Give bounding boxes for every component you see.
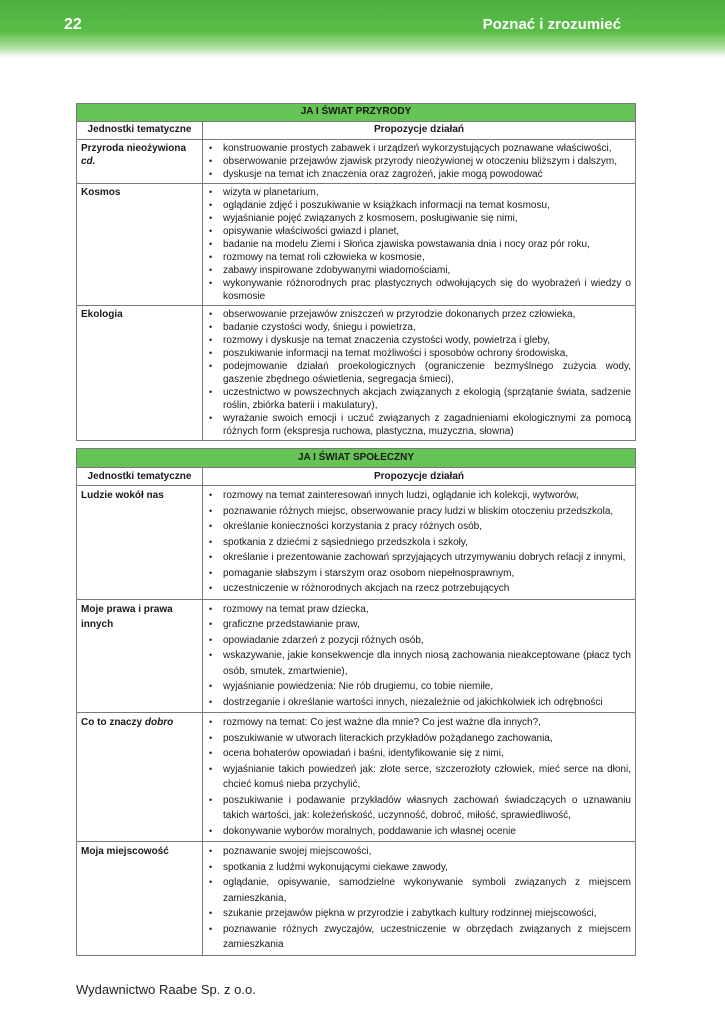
action-item: • rozmowy i dyskusje na temat znaczenia czystości wody, powietrza i gleby,: [207, 334, 631, 347]
action-item: • oglądanie, opisywanie, samodzielne wykonywanie symboli związanych z miejscem zamieszkania,: [207, 875, 631, 906]
thematic-unit-cell: [77, 713, 203, 842]
action-item: • określanie i prezentowanie zachowań sprzyjających utrzymywaniu dobrych relacji z innymi,: [207, 550, 631, 566]
proposed-actions-cell: [203, 599, 636, 713]
action-item: • poznawanie swojej miejscowości,: [207, 844, 631, 860]
action-item: • rozmowy na temat zainteresowań innych ludzi, oglądanie ich kolekcji, wytworów,: [207, 488, 631, 504]
thematic-unit-name: Moje prawa i prawa innych: [81, 603, 173, 630]
action-item: • badanie na modelu Ziemi i Słońca zjawiska powstawania dnia i nocy oraz pór roku,: [207, 238, 631, 251]
actions-list: [207, 602, 631, 711]
action-item: • spotkania z ludźmi wykonującymi ciekawe zawody,: [207, 860, 631, 876]
thematic-unit-suffix: dobro: [144, 717, 174, 728]
table-row: [77, 306, 636, 441]
publisher-footer: Wydawnictwo Raabe Sp. z o.o.: [76, 982, 256, 997]
thematic-unit-cell: [77, 486, 203, 600]
actions-list: [207, 142, 631, 181]
action-item: • poznawanie różnych miejsc, obserwowanie pracy ludzi w bliskim otoczeniu przedszkola,: [207, 504, 631, 520]
thematic-unit-cell: [77, 306, 203, 441]
proposed-actions-cell: [203, 842, 636, 956]
thematic-unit-suffix: cd.: [81, 156, 96, 167]
page-number: 22: [64, 16, 82, 33]
proposed-actions-cell: [203, 713, 636, 842]
action-item: • badanie czystości wody, śniegu i powietrza,: [207, 321, 631, 334]
action-item: • obserwowanie przejawów zniszczeń w przyrodzie dokonanych przez człowieka,: [207, 308, 631, 321]
action-item: • poszukiwanie informacji na temat możliwości i sposobów ochrony środowiska,: [207, 347, 631, 360]
table-row: [77, 842, 636, 956]
table-title: JA I ŚWIAT PRZYRODY: [77, 104, 636, 122]
column-header-units: Jednostki tematyczne: [77, 467, 203, 486]
actions-list: [207, 308, 631, 438]
action-item: • wizyta w planetarium,: [207, 186, 631, 199]
thematic-unit-name: Ekologia: [81, 309, 123, 320]
action-item: • rozmowy na temat: Co jest ważne dla mnie? Co jest ważne dla innych?,: [207, 715, 631, 731]
action-item: • wyjaśnianie takich powiedzeń jak: złote serce, szczerozłoty człowiek, mieć serce na dłoni, chcieć komuś nieba przychylić,: [207, 762, 631, 793]
action-item: • uczestnictwo w powszechnych akcjach związanych z ekologią (sprzątanie świata, sadzenie roślin, zbiórka baterii i makulatury),: [207, 386, 631, 412]
table-row: [77, 486, 636, 600]
action-item: • konstruowanie prostych zabawek i urządzeń wykorzystujących poznawane właściwości,: [207, 142, 631, 155]
proposed-actions-cell: [203, 184, 636, 306]
action-item: • spotkania z dziećmi z sąsiedniego przedszkola i szkoły,: [207, 535, 631, 551]
thematic-unit-cell: [77, 184, 203, 306]
actions-list: [207, 715, 631, 839]
action-item: • rozmowy na temat roli człowieka w kosmosie,: [207, 251, 631, 264]
action-item: • wskazywanie, jakie konsekwencje dla innych niosą zachowania nieakceptowane (płacz tych osób, smutek, zmartwienie),: [207, 648, 631, 679]
action-item: • wyrażanie swoich emocji i uczuć związanych z zagadnieniami ekologicznymi za pomocą różnych form (ekspresja ruchowa, plastyczna, muzyczna, słowna): [207, 412, 631, 438]
column-header-actions: Propozycje działań: [203, 467, 636, 486]
action-item: • oglądanie zdjęć i poszukiwanie w książkach informacji na temat kosmosu,: [207, 199, 631, 212]
thematic-unit-name: Kosmos: [81, 187, 121, 198]
action-item: • wyjaśnianie pojęć związanych z kosmosem, posługiwanie się nimi,: [207, 212, 631, 225]
page-header: [0, 0, 725, 58]
proposed-actions-cell: [203, 306, 636, 441]
thematic-unit-name: Moja miejscowość: [81, 846, 169, 857]
table-social: [76, 448, 636, 956]
action-item: • zabawy inspirowane zdobywanymi wiadomościami,: [207, 264, 631, 277]
table-row: [77, 599, 636, 713]
action-item: • graficzne przedstawianie praw,: [207, 617, 631, 633]
column-header-units: Jednostki tematyczne: [77, 122, 203, 140]
thematic-unit-name: Co to znaczy: [81, 717, 143, 728]
action-item: • szukanie przejawów piękna w przyrodzie i zabytkach kultury rodzinnej miejscowości,: [207, 906, 631, 922]
actions-list: [207, 488, 631, 597]
actions-list: [207, 186, 631, 303]
action-item: • wykonywanie różnorodnych prac plastycznych odwołujących się do wyobrażeń i wiedzy o kosmosie: [207, 277, 631, 303]
action-item: • poznawanie różnych zwyczajów, uczestniczenie w obrzędach związanych z miejscem zamieszkania: [207, 922, 631, 953]
proposed-actions-cell: [203, 140, 636, 184]
action-item: • uczestniczenie w różnorodnych akcjach na rzecz potrzebujących: [207, 581, 631, 597]
action-item: • dyskusje na temat ich znaczenia oraz zagrożeń, jakie mogą powodować: [207, 168, 631, 181]
action-item: • podejmowanie działań proekologicznych (ograniczenie bezmyślnego zużycia wody, gaszenie zbędnego oświetlenia, segregacja śmieci),: [207, 360, 631, 386]
thematic-unit-name: Ludzie wokół nas: [81, 490, 164, 501]
action-item: • wyjaśnianie powiedzenia: Nie rób drugiemu, co tobie niemiłe,: [207, 679, 631, 695]
action-item: • ocena bohaterów opowiadań i baśni, identyfikowanie się z nimi,: [207, 746, 631, 762]
action-item: • pomaganie słabszym i starszym oraz osobom niepełnosprawnym,: [207, 566, 631, 582]
thematic-unit-cell: [77, 140, 203, 184]
action-item: • dostrzeganie i określanie wartości innych, niezależnie od jakichkolwiek ich odrębności: [207, 695, 631, 711]
action-item: • opisywanie właściwości gwiazd i planet,: [207, 225, 631, 238]
thematic-unit-cell: [77, 599, 203, 713]
table-nature: [76, 103, 636, 441]
proposed-actions-cell: [203, 486, 636, 600]
action-item: • opowiadanie zdarzeń z pozycji różnych osób,: [207, 633, 631, 649]
thematic-unit-name: Przyroda nieożywiona: [81, 143, 187, 154]
action-item: • poszukiwanie w utworach literackich przykładów pożądanego zachowania,: [207, 731, 631, 747]
column-header-actions: Propozycje działań: [203, 122, 636, 140]
thematic-unit-cell: [77, 842, 203, 956]
table-row: [77, 713, 636, 842]
action-item: • rozmowy na temat praw dziecka,: [207, 602, 631, 618]
book-title: Poznać i zrozumieć: [482, 16, 621, 33]
action-item: • określanie konieczności korzystania z pracy różnych osób,: [207, 519, 631, 535]
table-row: [77, 184, 636, 306]
action-item: • poszukiwanie i podawanie przykładów własnych zachowań świadczących o uznawaniu takich wartości, jak: koleżeńskość, uczynność, dobroć, miłość, sprawiedliwość,: [207, 793, 631, 824]
table-title: JA I ŚWIAT SPOŁECZNY: [77, 449, 636, 468]
action-item: • obserwowanie przejawów zjawisk przyrody nieożywionej w otoczeniu bliższym i dalszym,: [207, 155, 631, 168]
actions-list: [207, 844, 631, 953]
action-item: • dokonywanie wyborów moralnych, poddawanie ich własnej ocenie: [207, 824, 631, 840]
table-row: [77, 140, 636, 184]
